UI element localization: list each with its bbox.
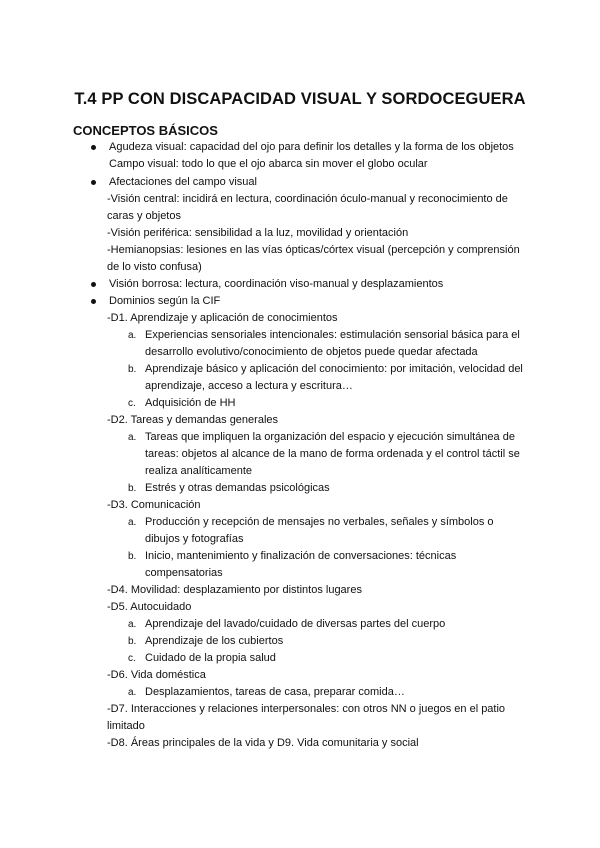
domain-heading: -D3. Comunicación <box>107 499 201 511</box>
text-line: Cuidado de la propia salud <box>145 652 276 664</box>
text-line: Adquisición de HH <box>145 397 236 409</box>
bullet-icon <box>91 180 96 185</box>
section-heading: CONCEPTOS BÁSICOS <box>73 123 218 138</box>
domain-heading: -D8. Áreas principales de la vida y D9. Vida comunitaria y social <box>107 737 419 749</box>
list-label: a. <box>128 517 137 528</box>
bullet-icon <box>91 299 96 304</box>
list-label: a. <box>128 330 137 341</box>
text-line: Agudeza visual: capacidad del ojo para definir los detalles y la forma de los objetos <box>109 141 514 153</box>
text-line: -Hemianopsias: lesiones en las vías ópticas/córtex visual (percepción y comprensión <box>107 244 520 256</box>
list-label: a. <box>128 619 137 630</box>
text-line: Aprendizaje de los cubiertos <box>145 635 284 647</box>
list-label: a. <box>128 432 137 443</box>
domain-heading: -D6. Vida doméstica <box>107 669 206 681</box>
text-line: Aprendizaje del lavado/cuidado de diversas partes del cuerpo <box>145 618 446 630</box>
list-label: b. <box>128 636 137 647</box>
text-line: Tareas que impliquen la organización del espacio y ejecución simultánea de <box>145 431 515 443</box>
text-line: limitado <box>107 720 145 732</box>
text-line: desarrollo evolutivo/conocimiento de objetos puede quedar afectada <box>145 346 478 358</box>
text-line: Desplazamientos, tareas de casa, preparar comida… <box>145 686 405 698</box>
domain-heading: -D4. Movilidad: desplazamiento por distintos lugares <box>107 584 362 596</box>
text-line: -Visión central: incidirá en lectura, coordinación óculo-manual y reconocimiento de <box>107 193 508 205</box>
text-line: -Visión periférica: sensibilidad a la luz, movilidad y orientación <box>107 227 409 239</box>
bullet-icon <box>91 145 96 150</box>
domain-heading: -D5. Autocuidado <box>107 601 192 613</box>
text-line: Campo visual: todo lo que el ojo abarca sin mover el globo ocular <box>109 158 428 170</box>
text-line: realiza analíticamente <box>145 465 253 477</box>
list-label: b. <box>128 551 137 562</box>
list-label: c. <box>128 398 136 409</box>
text-line: Visión borrosa: lectura, coordinación viso-manual y desplazamientos <box>109 278 444 290</box>
text-line: de lo visto confusa) <box>107 261 202 273</box>
list-label: b. <box>128 364 137 375</box>
domain-heading: -D2. Tareas y demandas generales <box>107 414 279 426</box>
text-line: caras y objetos <box>107 210 181 222</box>
text-line: Producción y recepción de mensajes no verbales, señales y símbolos o <box>145 516 494 528</box>
text-line: Afectaciones del campo visual <box>109 176 257 188</box>
text-line: Experiencias sensoriales intencionales: estimulación sensorial básica para el <box>145 329 520 341</box>
bullet-icon <box>91 282 96 287</box>
list-label: b. <box>128 483 137 494</box>
page-title: T.4 PP CON DISCAPACIDAD VISUAL Y SORDOCEGUERA <box>74 90 526 108</box>
text-line: tareas: objetos al alcance de la mano de forma ordenada y el control táctil se <box>145 448 520 460</box>
text-line: Dominios según la CIF <box>109 295 221 307</box>
text-line: aprendizaje, acceso a lectura y escritura… <box>145 380 353 392</box>
list-label: c. <box>128 653 136 664</box>
domain-heading: -D1. Aprendizaje y aplicación de conocimientos <box>107 312 338 324</box>
text-line: dibujos y fotografías <box>145 533 244 545</box>
text-line: Aprendizaje básico y aplicación del conocimiento: por imitación, velocidad del <box>145 363 523 375</box>
text-line: Estrés y otras demandas psicológicas <box>145 482 330 494</box>
domain-heading: -D7. Interacciones y relaciones interpersonales: con otros NN o juegos en el patio <box>107 703 506 715</box>
text-line: compensatorias <box>145 567 223 579</box>
list-label: a. <box>128 687 137 698</box>
text-line: Inicio, mantenimiento y finalización de conversaciones: técnicas <box>145 550 457 562</box>
